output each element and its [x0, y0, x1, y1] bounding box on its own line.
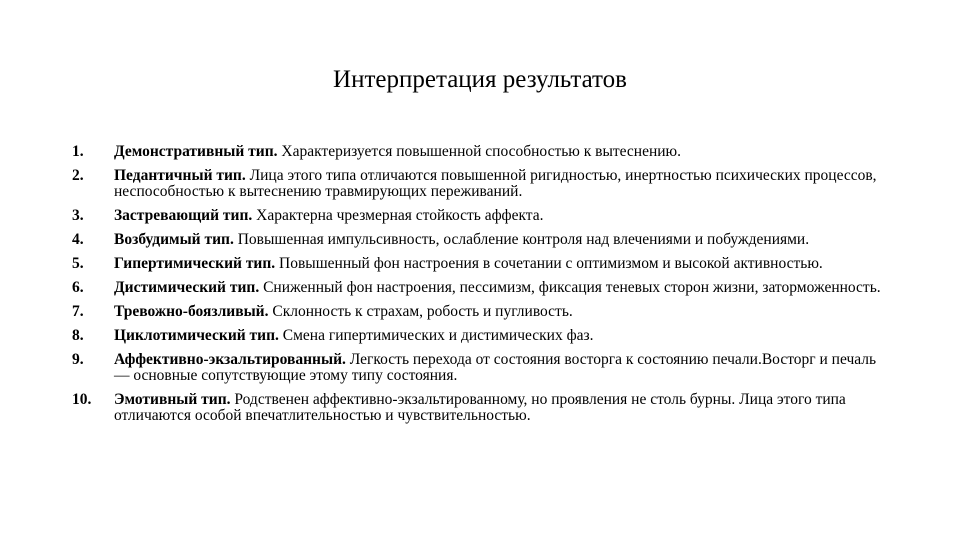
list-item — [72, 208, 892, 224]
item-term: Дистимический тип. — [114, 279, 260, 296]
list-item — [72, 328, 892, 344]
item-number: 5. — [72, 255, 84, 272]
item-number: 2. — [72, 167, 84, 184]
item-description: Склонность к страхам, робость и пугливость. — [268, 303, 573, 320]
item-number: 8. — [72, 327, 84, 344]
item-term: Тревожно-боязливый. — [114, 303, 269, 320]
item-term: Эмотивный тип. — [114, 391, 231, 408]
list-item — [72, 392, 892, 424]
item-description: Лица этого типа отличаются повышенной ригидностью, инертностью психических процессов, неспособностью к вытеснению травмирующих переживаний. — [114, 167, 877, 200]
item-description: Смена гипертимических и дистимических фаз. — [278, 327, 594, 344]
item-description: Легкость перехода от состояния восторга к состоянию печали.Восторг и печаль — основные сопутствующие этому типу состояния. — [114, 351, 877, 384]
item-number: 1. — [72, 143, 84, 160]
item-description: Родственен аффективно-экзальтированному, но проявления не столь бурны. Лица этого типа отличаются особой впечатлительностью и чувствительностью. — [114, 391, 846, 424]
item-number: 4. — [72, 231, 84, 248]
item-description: Характеризуется повышенной способностью к вытеснению. — [277, 143, 682, 160]
list-item — [72, 304, 892, 320]
item-description: Сниженный фон настроения, пессимизм, фиксация теневых сторон жизни, заторможенность. — [259, 279, 881, 296]
item-term: Циклотимический тип. — [114, 327, 279, 344]
item-number: 10. — [72, 391, 92, 408]
list-item — [72, 256, 892, 272]
result-list — [72, 144, 892, 432]
item-number: 9. — [72, 351, 84, 368]
item-description: Повышенная импульсивность, ослабление контроля над влечениями и побуждениями. — [233, 231, 810, 248]
item-term: Демонстративный тип. — [114, 143, 278, 160]
item-description: Повышенный фон настроения в сочетании с оптимизмом и высокой активностью. — [275, 255, 823, 272]
item-term: Возбудимый тип. — [114, 231, 234, 248]
item-number: 6. — [72, 279, 84, 296]
item-description: Характерна чрезмерная стойкость аффекта. — [252, 207, 544, 224]
list-item — [72, 352, 892, 384]
list-item — [72, 168, 892, 200]
slide-title: Интерпретация результатов — [333, 66, 627, 93]
item-term: Застревающий тип. — [114, 207, 253, 224]
item-term: Гипертимический тип. — [114, 255, 276, 272]
list-item — [72, 280, 892, 296]
item-term: Педантичный тип. — [114, 167, 246, 184]
item-term: Аффективно-экзальтированный. — [114, 351, 346, 368]
item-number: 7. — [72, 303, 84, 320]
list-item — [72, 232, 892, 248]
list-item — [72, 144, 892, 160]
item-number: 3. — [72, 207, 84, 224]
